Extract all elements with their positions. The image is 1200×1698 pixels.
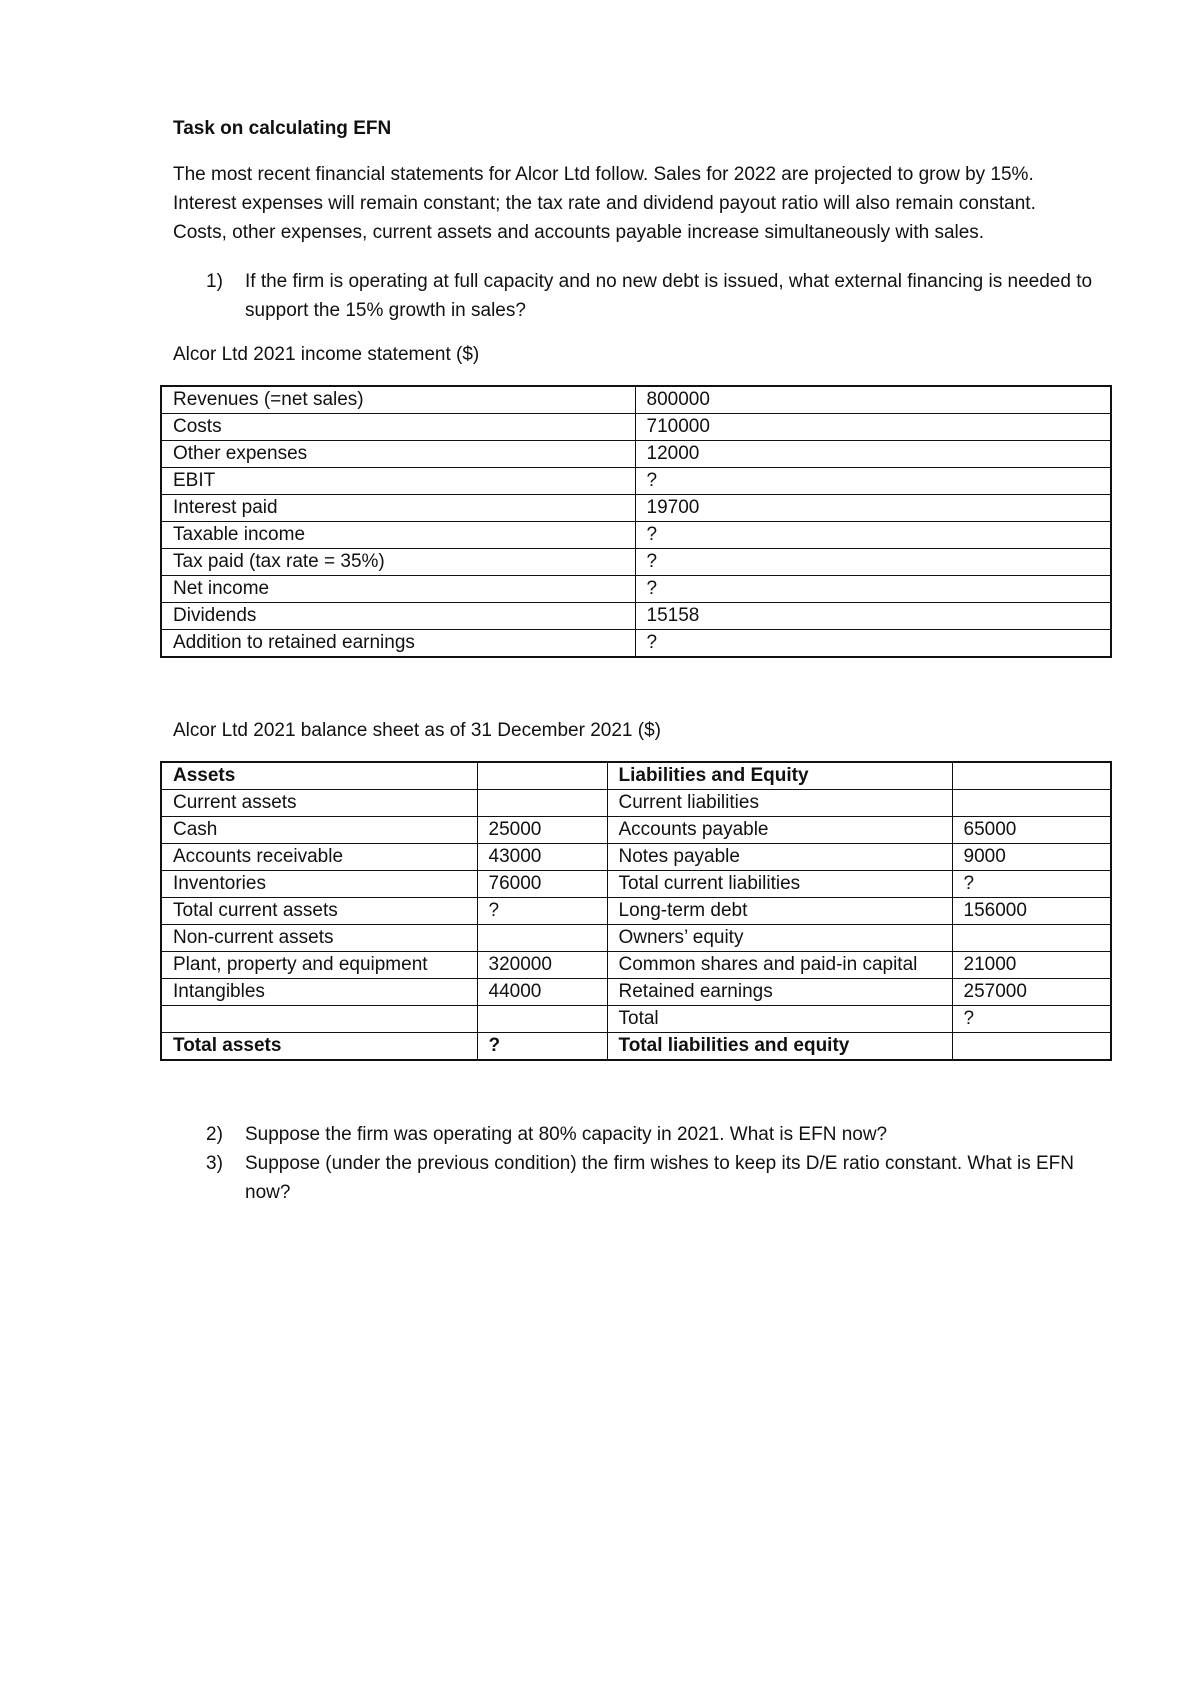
question-text: Suppose (under the previous condition) the firm wishes to keep its D/E ratio constant. What is EFN now? <box>245 1153 1074 1203</box>
balance-row <box>161 898 1111 925</box>
income-row <box>161 576 1111 603</box>
liability-label: Current liabilities <box>607 790 952 817</box>
liability-value: 257000 <box>952 979 1111 1006</box>
income-statement-table <box>160 385 1112 658</box>
income-row <box>161 386 1111 414</box>
asset-label: Assets <box>161 762 477 790</box>
liability-label: Common shares and paid-in capital <box>607 952 952 979</box>
income-row-label: Costs <box>161 414 635 441</box>
income-row-value: 15158 <box>635 603 1111 630</box>
liability-label: Liabilities and Equity <box>607 762 952 790</box>
liability-value <box>952 1033 1111 1061</box>
liability-value: 156000 <box>952 898 1111 925</box>
intro-paragraph <box>173 160 1103 247</box>
liability-label: Total <box>607 1006 952 1033</box>
asset-value <box>477 790 607 817</box>
income-row-value: 710000 <box>635 414 1111 441</box>
intro-line: Interest expenses will remain constant; the tax rate and dividend payout ratio will also remain constant. <box>173 193 1036 214</box>
balance-row <box>161 979 1111 1006</box>
income-row-label: Taxable income <box>161 522 635 549</box>
liability-value: 65000 <box>952 817 1111 844</box>
intro-line: Costs, other expenses, current assets and accounts payable increase simultaneously with sales. <box>173 222 985 243</box>
question-list-1 <box>173 267 1103 325</box>
income-row-value: ? <box>635 468 1111 495</box>
asset-label: Total current assets <box>161 898 477 925</box>
liability-label: Accounts payable <box>607 817 952 844</box>
question-number: 2) <box>206 1124 223 1145</box>
income-row <box>161 414 1111 441</box>
asset-label: Plant, property and equipment <box>161 952 477 979</box>
income-row-label: EBIT <box>161 468 635 495</box>
asset-label: Accounts receivable <box>161 844 477 871</box>
income-row-label: Tax paid (tax rate = 35%) <box>161 549 635 576</box>
balance-row <box>161 817 1111 844</box>
asset-value: 76000 <box>477 871 607 898</box>
asset-label: Inventories <box>161 871 477 898</box>
asset-value: 25000 <box>477 817 607 844</box>
question-1 <box>173 267 1103 325</box>
question-number: 1) <box>206 271 223 292</box>
asset-value <box>477 925 607 952</box>
balance-row <box>161 1033 1111 1061</box>
income-row <box>161 441 1111 468</box>
balance-sheet-table <box>160 761 1112 1061</box>
asset-value <box>477 1006 607 1033</box>
income-row-value: 19700 <box>635 495 1111 522</box>
income-row-value: 800000 <box>635 386 1111 414</box>
liability-label: Retained earnings <box>607 979 952 1006</box>
balance-sheet-caption: Alcor Ltd 2021 balance sheet as of 31 December 2021 ($) <box>173 720 661 741</box>
asset-value: 43000 <box>477 844 607 871</box>
income-row <box>161 522 1111 549</box>
liability-label: Notes payable <box>607 844 952 871</box>
liability-label: Long-term debt <box>607 898 952 925</box>
asset-value: 44000 <box>477 979 607 1006</box>
liability-value <box>952 925 1111 952</box>
balance-row <box>161 871 1111 898</box>
income-row-value: ? <box>635 576 1111 603</box>
liability-label: Total liabilities and equity <box>607 1033 952 1061</box>
income-row-label: Dividends <box>161 603 635 630</box>
income-row-value: 12000 <box>635 441 1111 468</box>
income-row-value: ? <box>635 630 1111 658</box>
balance-row <box>161 952 1111 979</box>
liability-label: Owners’ equity <box>607 925 952 952</box>
asset-value: ? <box>477 1033 607 1061</box>
asset-label: Total assets <box>161 1033 477 1061</box>
intro-line: The most recent financial statements for Alcor Ltd follow. Sales for 2022 are projected to grow by 15%. <box>173 164 1034 185</box>
liability-value: 21000 <box>952 952 1111 979</box>
income-statement-caption: Alcor Ltd 2021 income statement ($) <box>173 344 480 365</box>
income-row <box>161 603 1111 630</box>
document-title: Task on calculating EFN <box>173 118 392 139</box>
income-row-label: Interest paid <box>161 495 635 522</box>
question-text: Suppose the firm was operating at 80% capacity in 2021. What is EFN now? <box>245 1124 888 1145</box>
asset-label <box>161 1006 477 1033</box>
asset-label: Current assets <box>161 790 477 817</box>
income-row <box>161 495 1111 522</box>
asset-label: Non-current assets <box>161 925 477 952</box>
balance-row <box>161 1006 1111 1033</box>
income-row-label: Net income <box>161 576 635 603</box>
balance-row <box>161 844 1111 871</box>
asset-value <box>477 762 607 790</box>
asset-value: 320000 <box>477 952 607 979</box>
liability-value: ? <box>952 1006 1111 1033</box>
asset-label: Cash <box>161 817 477 844</box>
question-3 <box>173 1149 1103 1207</box>
income-row-value: ? <box>635 522 1111 549</box>
balance-row <box>161 790 1111 817</box>
income-row <box>161 549 1111 576</box>
balance-row <box>161 925 1111 952</box>
income-row <box>161 630 1111 658</box>
income-row <box>161 468 1111 495</box>
liability-value <box>952 762 1111 790</box>
asset-value: ? <box>477 898 607 925</box>
question-list-2 <box>173 1120 1103 1207</box>
asset-label: Intangibles <box>161 979 477 1006</box>
income-row-label: Other expenses <box>161 441 635 468</box>
liability-label: Total current liabilities <box>607 871 952 898</box>
income-row-label: Addition to retained earnings <box>161 630 635 658</box>
question-2 <box>173 1120 1103 1149</box>
question-number: 3) <box>206 1153 223 1174</box>
liability-value: 9000 <box>952 844 1111 871</box>
income-row-label: Revenues (=net sales) <box>161 386 635 414</box>
balance-row <box>161 762 1111 790</box>
liability-value: ? <box>952 871 1111 898</box>
income-row-value: ? <box>635 549 1111 576</box>
liability-value <box>952 790 1111 817</box>
question-text: If the firm is operating at full capacity and no new debt is issued, what external financing is needed to support the 15% growth in sales? <box>245 271 1093 321</box>
